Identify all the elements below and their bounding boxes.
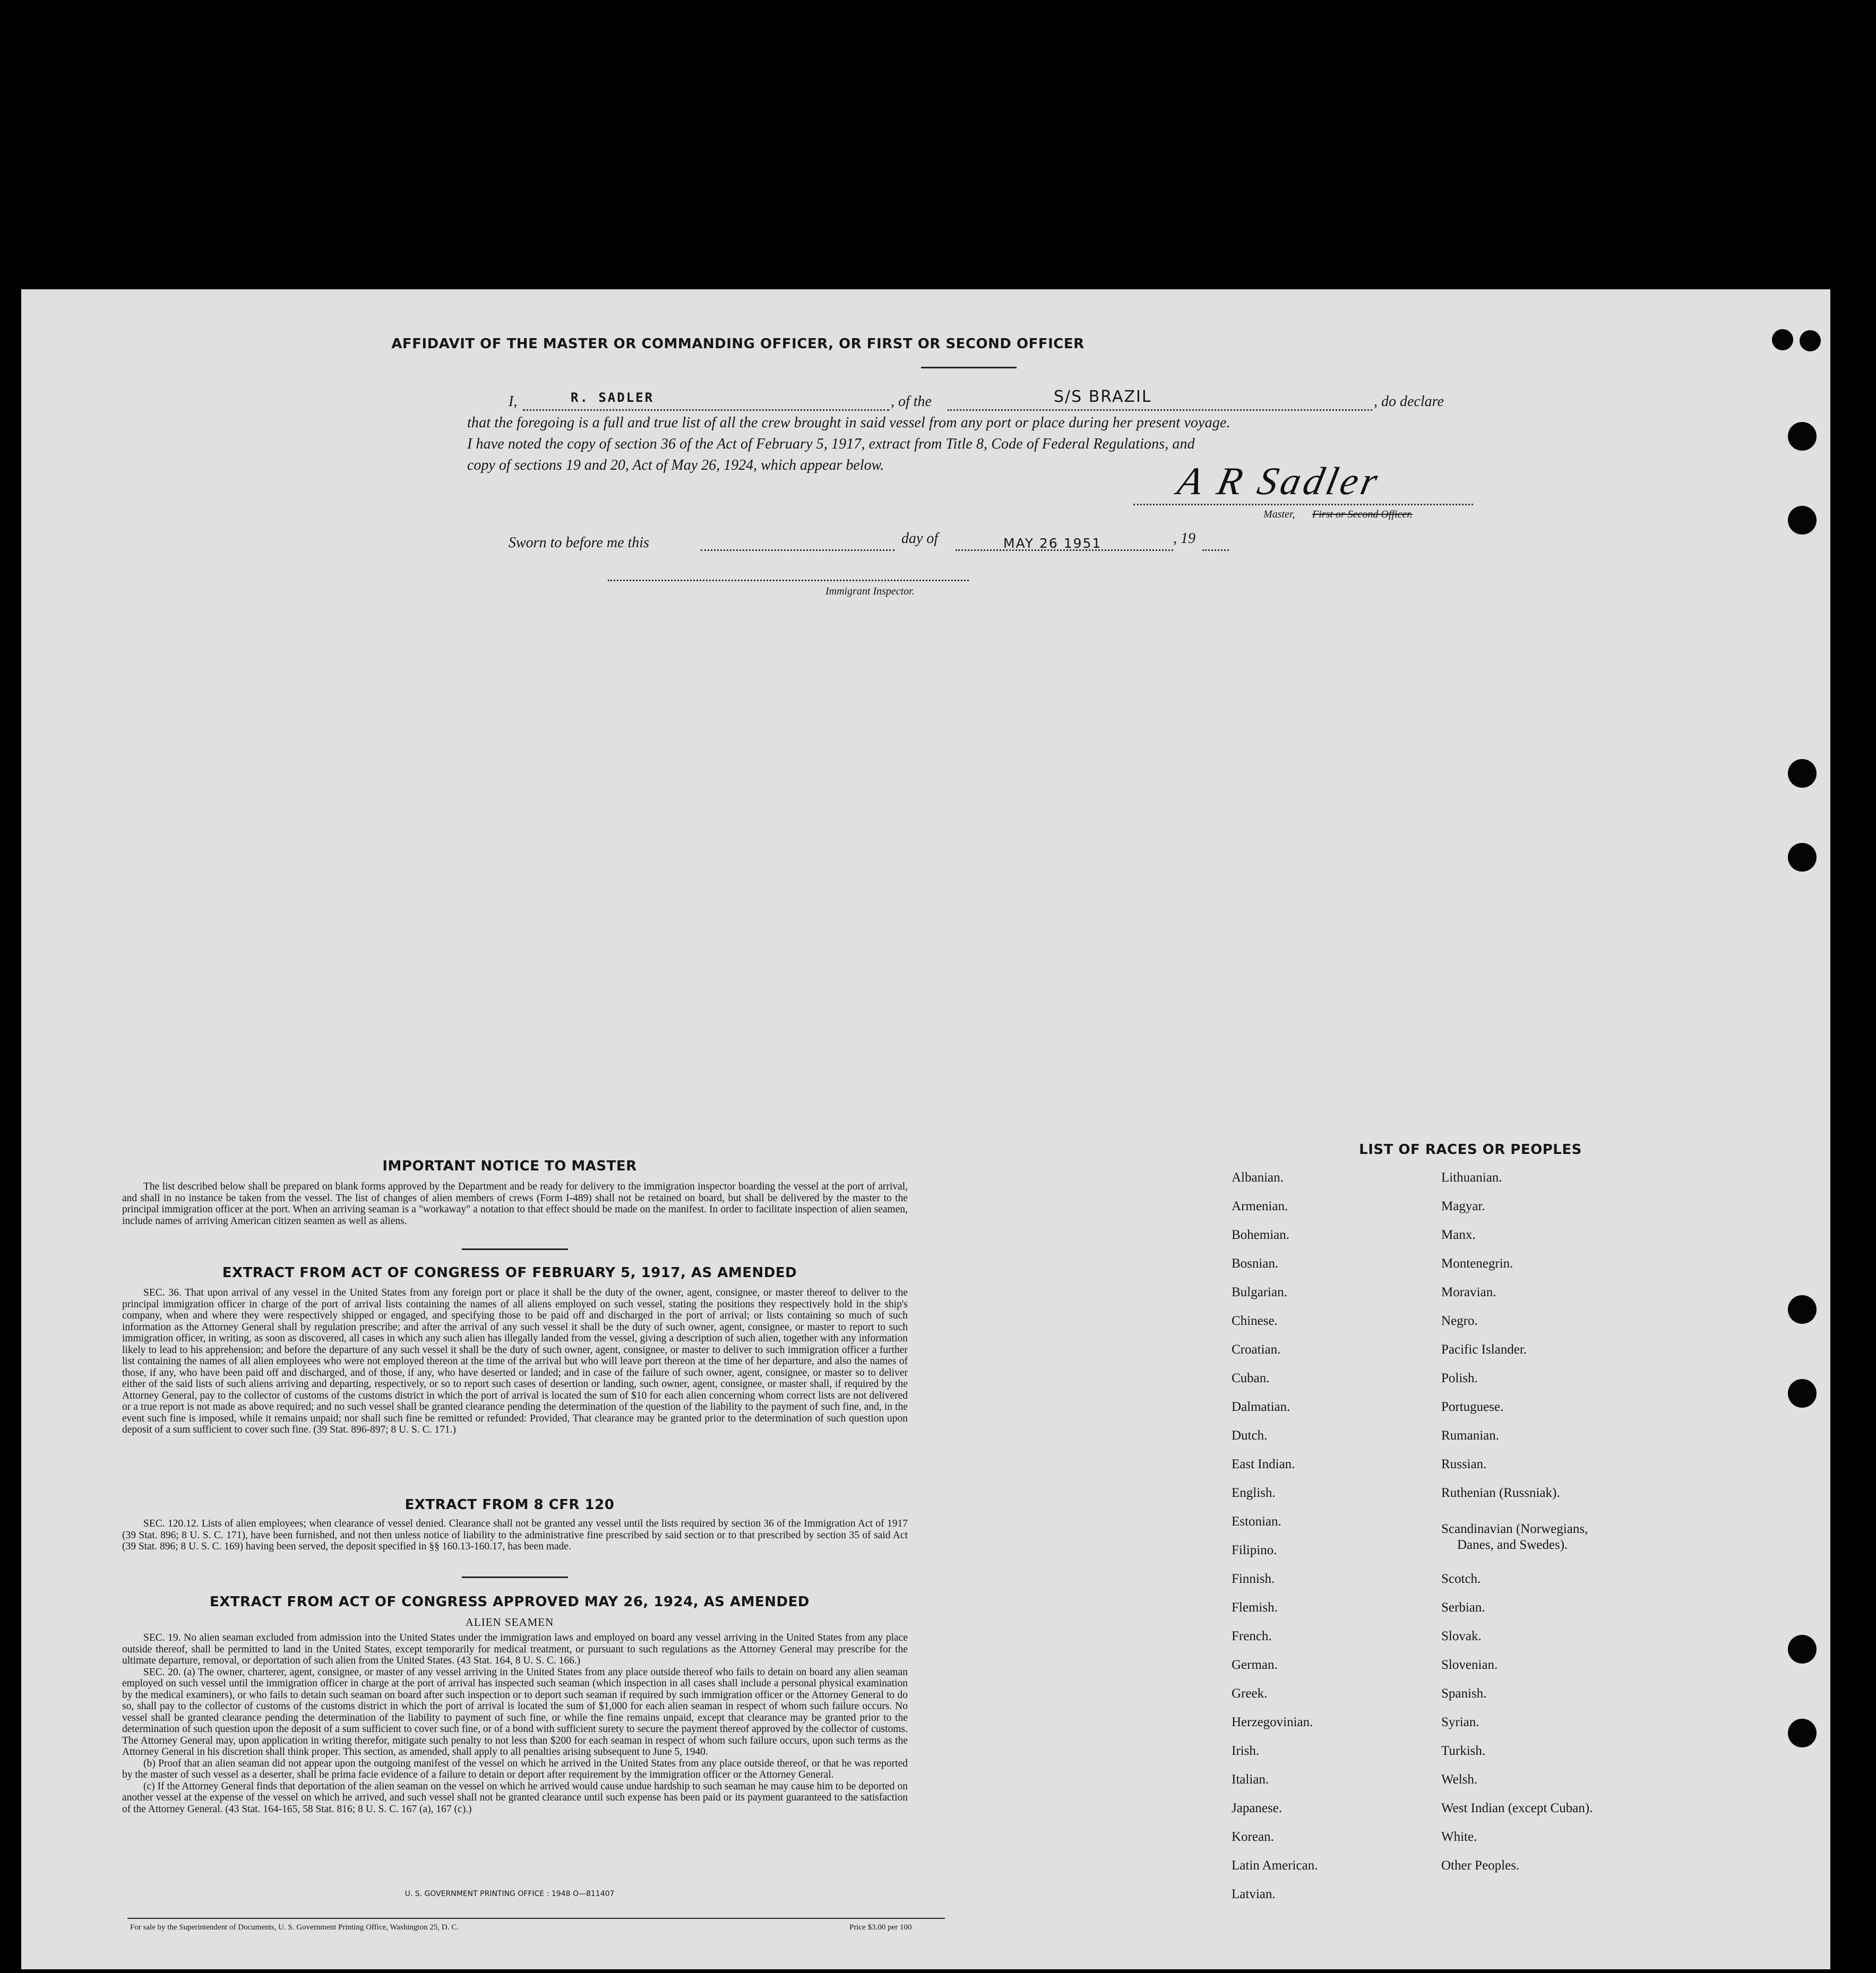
race-item: Armenian. xyxy=(1232,1199,1288,1213)
sworn-label: Sworn to before me this xyxy=(509,535,649,551)
affidavit-of-the: , of the xyxy=(891,393,932,410)
race-item: German. xyxy=(1232,1658,1278,1672)
gpo-line: U. S. GOVERNMENT PRINTING OFFICE : 1948 O—811407 xyxy=(405,1890,615,1898)
binder-hole-10 xyxy=(1788,1719,1817,1747)
footer-sale-line: For sale by the Superintendent of Documents, U. S. Government Printing Office, Washington 25, D. C. xyxy=(130,1923,459,1932)
race-item: Herzegovinian. xyxy=(1232,1715,1313,1729)
race-item: Syrian. xyxy=(1441,1715,1479,1729)
sec-20c-paragraph: (c) If the Attorney General finds that deportation of the alien seaman on the vessel on which he arrived would cause undue hardship to such seaman he may cause him to be deported on another vessel at the expense of the vessel on which he arrived, and such vessel shall not be granted clearance until such expense has been paid or its payment guaranteed to the satisfaction of the Attorney General. (43 Stat. 164-165, 58 Stat. 816; 8 U. S. C. 167 (a), 167 (c).) xyxy=(122,1780,908,1815)
race-item: Albanian. xyxy=(1232,1170,1284,1185)
extract-1917-title: EXTRACT FROM ACT OF CONGRESS OF FEBRUARY 5, 1917, AS AMENDED xyxy=(222,1265,797,1281)
document-page xyxy=(21,289,1830,1969)
sworn-day-field xyxy=(701,536,894,551)
extract-1924-text xyxy=(122,1632,908,1815)
affidavit-line-4: copy of sections 19 and 20, Act of May 26, 1924, which appear below. xyxy=(467,457,884,473)
sec-36-paragraph: SEC. 36. That upon arrival of any vessel in the United States from any foreign port or place it shall be the duty of the owner, agent, consignee, or master thereof to deliver to the principal immigration officer in charge of the port of arrival lists containing the names of all aliens employed on such vessel, stating the positions they respectively hold in the ship's company, when and where they were respectively shipped or engaged, and specifying those to be paid off and discharged in the port of arrival; or lists containing so much of such information as the Attorney General shall by regulation prescribe; and after the arrival of any such vessel it shall be the duty of such owner, agent, consignee, or master to report to such immigration officer, in writing, as soon as discovered, all cases in which any such alien has illegally landed from the vessel, giving a description of such alien, together with any information likely to lead to his apprehension; and before the departure of any such vessel it shall be the duty of such owner, agent, consignee, or master to deliver to such immigration officer a further list containing the names of all alien employees who were not employed thereon at the time of the arrival but who will leave port thereon at the time of her departure, and also the names of those, if any, who have been paid off and discharged, and of those, if any, who have deserted or landed; and in case of the failure of such owner, agent, consignee, or master so to deliver either of the said lists of such aliens arriving and departing, respectively, or so to report such cases of desertion or landing, such owner, agent, consignee, or master shall, if required by the Attorney General, pay to the collector of customs of the customs district in which the port of arrival is located the sum of $10 for each alien concerning whom correct lists are not delivered or a true report is not made as above required; and no such vessel shall be granted clearance pending the determination of the question of the liability to the payment of such fine, and, in the event such fine is imposed, while it remains unpaid; nor shall such fine be remitted or refunded: Provided, That clearance may be granted prior to the determination of such question upon deposit of a sum sufficient to cover such fine. (39 Stat. 896-897; 8 U. S. C. 171.) xyxy=(122,1287,908,1435)
year-field xyxy=(1202,536,1229,551)
binder-hole-5 xyxy=(1788,759,1817,788)
race-item: Montenegrin. xyxy=(1441,1256,1513,1271)
race-item: Dalmatian. xyxy=(1232,1400,1290,1414)
race-item: Bohemian. xyxy=(1232,1228,1290,1242)
binder-hole-8 xyxy=(1788,1379,1817,1408)
race-item: Negro. xyxy=(1441,1314,1478,1328)
sec-20a-paragraph: SEC. 20. (a) The owner, charterer, agent, consignee, or master of any vessel arriving in the United States from any place outside thereof who fails to detain on board any alien seaman employed on such vessel until the immigration officer in charge at the port of arrival has inspected such seaman (which inspection in all cases shall include a personal physical examination by the medical examiners), or who fails to detain such seaman on board after such inspection or to deport such seaman if required by such immigration officer or the Attorney General to do so, shall pay to the collector of customs of the customs district in which the port of arrival is located the sum of $1,000 for each alien seaman in respect of whom such failure occurs. No vessel shall be granted clearance pending the determination of the liability to payment of such fine, or while the fine remains unpaid, except that clearance may be granted prior to the determination of such question upon the deposit of a sum sufficient to cover such fine, or of a bond with sufficient surety to secure the payment thereof approved by the collector of customs. The Attorney General may, upon application in writing therefor, mitigate such penalty to not less than $200 for each seaman in respect of whom such failure occurs, upon such terms as the Attorney General in his discretion shall think proper. This section, as amended, shall apply to all penalties arising subsequent to June 5, 1940. xyxy=(122,1666,908,1757)
race-item: Manx. xyxy=(1441,1228,1476,1242)
race-item: Pacific Islander. xyxy=(1441,1342,1527,1357)
race-item: Danes, and Swedes). xyxy=(1457,1538,1568,1552)
race-item: Slovak. xyxy=(1441,1629,1482,1643)
race-item: Magyar. xyxy=(1441,1199,1485,1213)
extract-8cfr-text xyxy=(122,1518,908,1553)
affidavit-line-3: I have noted the copy of section 36 of the Act of February 5, 1917, extract from Title 8, Code of Federal Regulations, and xyxy=(467,436,1195,452)
race-item: Scandinavian (Norwegians, xyxy=(1441,1522,1588,1536)
races-right-column xyxy=(1441,1170,1685,1924)
race-item: Bosnian. xyxy=(1232,1256,1279,1271)
footer-price: Price $3.00 per 100 xyxy=(849,1923,912,1932)
race-item: Irish. xyxy=(1232,1744,1260,1758)
race-item: Croatian. xyxy=(1232,1342,1281,1357)
race-item: English. xyxy=(1232,1486,1276,1500)
day-of-label: day of xyxy=(901,530,939,547)
year-prefix: , 19 xyxy=(1173,530,1195,547)
race-item: Italian. xyxy=(1232,1772,1269,1787)
binder-hole-3 xyxy=(1788,422,1817,451)
affidavit-title-rule xyxy=(921,367,1017,368)
notice-title: IMPORTANT NOTICE TO MASTER xyxy=(382,1158,637,1174)
inspector-label: Immigrant Inspector. xyxy=(825,585,915,597)
race-item: Dutch. xyxy=(1232,1428,1268,1443)
extract-1917-text xyxy=(122,1287,908,1436)
races-left-column xyxy=(1232,1170,1433,1924)
binder-hole-2 xyxy=(1800,330,1821,351)
race-item: Finnish. xyxy=(1232,1572,1275,1586)
race-item: Ruthenian (Russniak). xyxy=(1441,1486,1560,1500)
footer-rule xyxy=(127,1918,945,1919)
binder-hole-9 xyxy=(1788,1635,1817,1664)
notice-rule xyxy=(462,1248,568,1250)
race-item: Estonian. xyxy=(1232,1514,1281,1529)
race-item: White. xyxy=(1441,1830,1477,1844)
race-item: French. xyxy=(1232,1629,1272,1643)
race-item: Latvian. xyxy=(1232,1887,1276,1901)
vessel-field xyxy=(948,395,1372,411)
race-item: Serbian. xyxy=(1441,1600,1485,1615)
affidavit-line-2: that the foregoing is a full and true list of all the crew brought in said vessel from any port or place during her present voyage. xyxy=(467,415,1230,431)
sec-19-paragraph: SEC. 19. No alien seaman excluded from admission into the United States under the immigration laws and employed on board any vessel arriving in the United States from any place outside thereof, shall be permitted to land in the United States, except temporarily for medical treatment, or pursuant to such regulations as the Attorney General may prescribe for the ultimate departure, removal, or deportation of such alien from the United States. (43 Stat. 164, 8 U. S. C. 166.) xyxy=(122,1632,908,1666)
race-item: Welsh. xyxy=(1441,1772,1478,1787)
extract-8cfr-title: EXTRACT FROM 8 CFR 120 xyxy=(405,1497,615,1513)
race-item: Filipino. xyxy=(1232,1543,1277,1557)
struck-officer-label: First or Second Officer. xyxy=(1312,509,1413,520)
race-item: West Indian (except Cuban). xyxy=(1441,1801,1593,1815)
race-item: Polish. xyxy=(1441,1371,1478,1385)
inspector-signature-field xyxy=(608,578,969,581)
sworn-date-stamp: MAY 26 1951 xyxy=(1003,536,1102,551)
race-item: Cuban. xyxy=(1232,1371,1270,1385)
master-name-value: R. SADLER xyxy=(571,390,655,405)
race-item: Korean. xyxy=(1232,1830,1274,1844)
race-item: Latin American. xyxy=(1232,1858,1318,1873)
race-item: Greek. xyxy=(1232,1686,1268,1701)
race-item: Spanish. xyxy=(1441,1686,1487,1701)
affidavit-i: I, xyxy=(509,393,518,410)
notice-paragraph: The list described below shall be prepared on blank forms approved by the Department and be ready for delivery to the immigration inspector boarding the vessel at the port of arrival, and shall in no instance be taken from the vessel. The list of changes of alien members of crews (Form I-489) shall not be retained on board, but shall be delivered by the master to the principal immigration officer at the port. When an arriving seaman is a "workaway" a notation to that effect should be made on the manifest. In order to facilitate inspection of alien seamen, include names of arriving American citizen seamen as well as aliens. xyxy=(122,1181,908,1227)
race-item: Japanese. xyxy=(1232,1801,1283,1815)
master-signature: A R Sadler xyxy=(1174,460,1385,503)
race-item: Bulgarian. xyxy=(1232,1285,1287,1299)
binder-hole-1 xyxy=(1772,329,1793,350)
race-item: East Indian. xyxy=(1232,1457,1295,1471)
sec-120-12-paragraph: SEC. 120.12. Lists of alien employees; when clearance of vessel denied. Clearance shall not be granted any vessel until the lists required by section 36 of the Immigration Act of 1917 (39 Stat. 896; 8 U. S. C. 171), have been furnished, and not then unless notice of liability to the administrative fine prescribed by said section or to that prescribed by section 35 of said Act (39 Stat. 896; 8 U. S. C. 169) having been served, the deposit specified in §§ 160.13-160.17, has been made. xyxy=(122,1518,908,1552)
notice-text xyxy=(122,1181,908,1227)
race-item: Portuguese. xyxy=(1441,1400,1504,1414)
race-item: Flemish. xyxy=(1232,1600,1278,1615)
race-item: Russian. xyxy=(1441,1457,1487,1471)
alien-seamen-subtitle: ALIEN SEAMEN xyxy=(465,1616,554,1629)
race-item: Other Peoples. xyxy=(1441,1858,1520,1873)
race-item: Scotch. xyxy=(1441,1572,1481,1586)
races-title: LIST OF RACES OR PEOPLES xyxy=(1359,1142,1582,1158)
race-item: Lithuanian. xyxy=(1441,1170,1502,1185)
binder-hole-6 xyxy=(1788,843,1817,872)
master-label: Master, xyxy=(1263,509,1295,520)
binder-hole-4 xyxy=(1788,506,1817,535)
race-item: Rumanian. xyxy=(1441,1428,1500,1443)
race-item: Chinese. xyxy=(1232,1314,1278,1328)
affidavit-do-declare: , do declare xyxy=(1374,393,1444,410)
extract-8cfr-rule xyxy=(462,1576,568,1578)
sec-20b-paragraph: (b) Proof that an alien seaman did not appear upon the outgoing manifest of the vessel on which he arrived in the United States from any place outside thereof, or that he was reported by the master of such vessel as a deserter, shall be prima facie evidence of a failure to detain or deport after requirement by the immigration officer or the Attorney General. xyxy=(122,1757,908,1780)
affidavit-title: AFFIDAVIT OF THE MASTER OR COMMANDING OFFICER, OR FIRST OR SECOND OFFICER xyxy=(391,336,1085,352)
extract-1924-title: EXTRACT FROM ACT OF CONGRESS APPROVED MAY 26, 1924, AS AMENDED xyxy=(210,1594,810,1610)
race-item: Turkish. xyxy=(1441,1744,1486,1758)
race-item: Moravian. xyxy=(1441,1285,1496,1299)
binder-hole-7 xyxy=(1788,1295,1817,1324)
vessel-value: S/S BRAZIL xyxy=(1054,387,1152,406)
race-item: Slovenian. xyxy=(1441,1658,1498,1672)
